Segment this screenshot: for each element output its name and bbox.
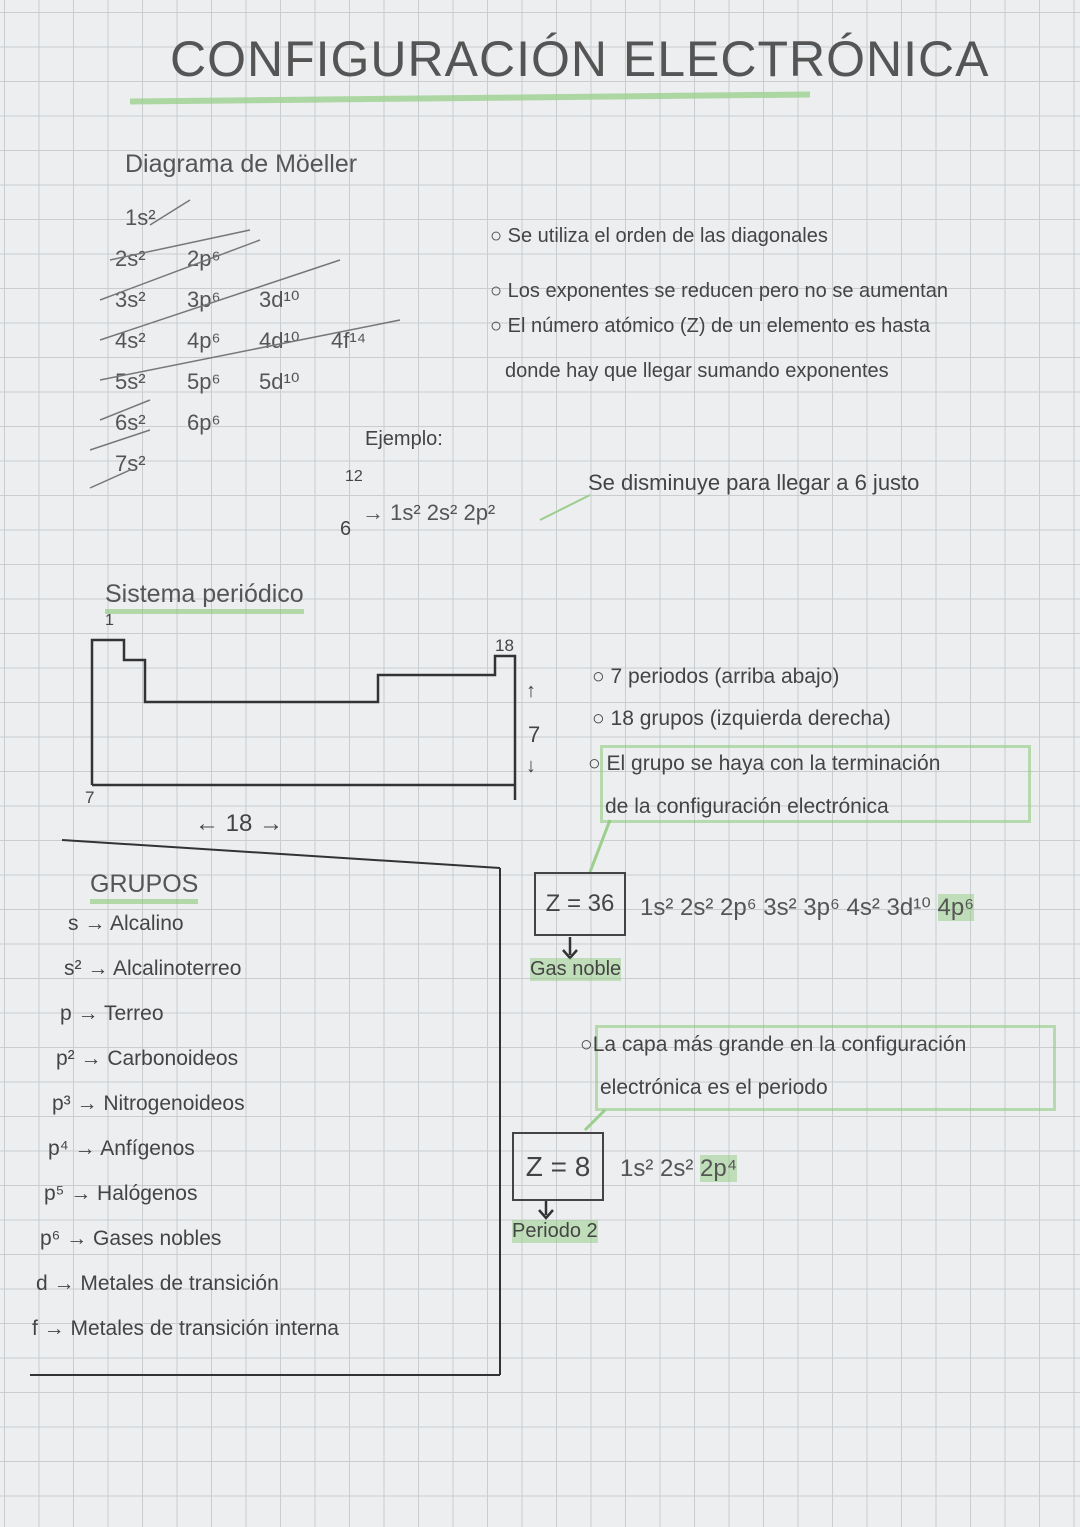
z-box: Z = 8 <box>512 1132 604 1201</box>
group-item: s² → Alcalinoterreo <box>64 957 242 980</box>
group-1-label: 1 <box>105 612 114 629</box>
orbital: 6p⁶ <box>187 410 221 435</box>
config-result: Periodo 2 <box>512 1220 598 1242</box>
z-box: Z = 36 <box>534 872 626 936</box>
groups-heading: GRUPOS <box>90 870 198 904</box>
example-note: Se disminuye para llegar a 6 justo <box>588 470 920 495</box>
period-note: electrónica es el periodo <box>600 1076 828 1099</box>
period-note: ○La capa más grande en la configuración <box>580 1033 967 1056</box>
orbital: 5d¹⁰ <box>259 369 300 394</box>
periodic-note: de la configuración electrónica <box>605 795 889 818</box>
periodic-note: ○ 7 periodos (arriba abajo) <box>592 665 840 688</box>
example-z: 6 <box>340 518 352 540</box>
orbital: 5p⁶ <box>187 369 221 394</box>
group-18-label: 18 <box>495 636 514 655</box>
arrow-down-icon <box>539 1200 553 1218</box>
orbital: 7s² <box>115 451 146 476</box>
moeller-heading: Diagrama de Möeller <box>125 150 358 178</box>
arrow-down-icon: ↓ <box>526 755 536 777</box>
group-item: p³ → Nitrogenoideos <box>52 1092 245 1115</box>
group-item: p⁶ → Gases nobles <box>40 1227 222 1250</box>
orbital: 4f¹⁴ <box>331 328 367 353</box>
example-top: 12 <box>345 468 363 485</box>
moeller-note: ○ El número atómico (Z) de un elemento es hasta <box>490 315 931 337</box>
orbital: 4p⁶ <box>187 328 221 353</box>
orbital: 4s² <box>115 328 146 353</box>
period-bottom-label: 7 <box>85 788 95 807</box>
orbital: 3p⁶ <box>187 287 221 312</box>
group-item: f → Metales de transición interna <box>32 1317 339 1340</box>
page-title: CONFIGURACIÓN ELECTRÓNICA <box>170 31 990 87</box>
orbital: 3s² <box>115 287 146 312</box>
orbital: 3d¹⁰ <box>259 287 300 312</box>
group-item: s → Alcalino <box>68 912 184 935</box>
periodic-note: ○ El grupo se haya con la terminación <box>588 752 941 775</box>
moeller-note: donde hay que llegar sumando exponentes <box>505 360 889 382</box>
periods-side-label: 7 <box>528 722 541 747</box>
periodic-table-outline <box>92 640 515 800</box>
moeller-note: ○ Se utiliza el orden de las diagonales <box>490 225 828 247</box>
config-result: Gas noble <box>530 958 622 980</box>
group-item: p⁵ → Halógenos <box>44 1182 198 1205</box>
orbital: 2s² <box>115 246 146 271</box>
group-item: p⁴ → Anfígenos <box>48 1137 195 1160</box>
group-item: p → Terreo <box>60 1002 164 1025</box>
width-label: ← 18 → <box>195 810 284 837</box>
example-config: → 1s² 2s² 2p² <box>362 500 496 525</box>
note-connector-2 <box>585 1110 605 1130</box>
orbital: 1s² <box>125 205 156 230</box>
moeller-note: ○ Los exponentes se reducen pero no se aumentan <box>490 280 948 302</box>
periodic-heading: Sistema periódico <box>105 580 304 614</box>
group-item: d → Metales de transición <box>36 1272 279 1295</box>
orbital: 4d¹⁰ <box>259 328 300 353</box>
moeller-diagonals <box>90 200 400 488</box>
orbital: 2p⁶ <box>187 246 221 271</box>
periodic-note: ○ 18 grupos (izquierda derecha) <box>592 707 891 730</box>
note-connector-1 <box>590 820 610 872</box>
arrow-down-icon <box>563 937 577 958</box>
electron-config: 1s² 2s² 2p⁶ 3s² 3p⁶ 4s² 3d¹⁰ 4p⁶ <box>640 894 975 921</box>
example-connector <box>540 495 590 520</box>
orbital: 5s² <box>115 369 146 394</box>
group-item: p² → Carbonoideos <box>56 1047 239 1070</box>
orbital: 6s² <box>115 410 146 435</box>
example-label: Ejemplo: <box>365 428 443 450</box>
electron-config: 1s² 2s² 2p⁴ <box>620 1155 738 1182</box>
arrow-up-icon: ↑ <box>526 680 536 702</box>
